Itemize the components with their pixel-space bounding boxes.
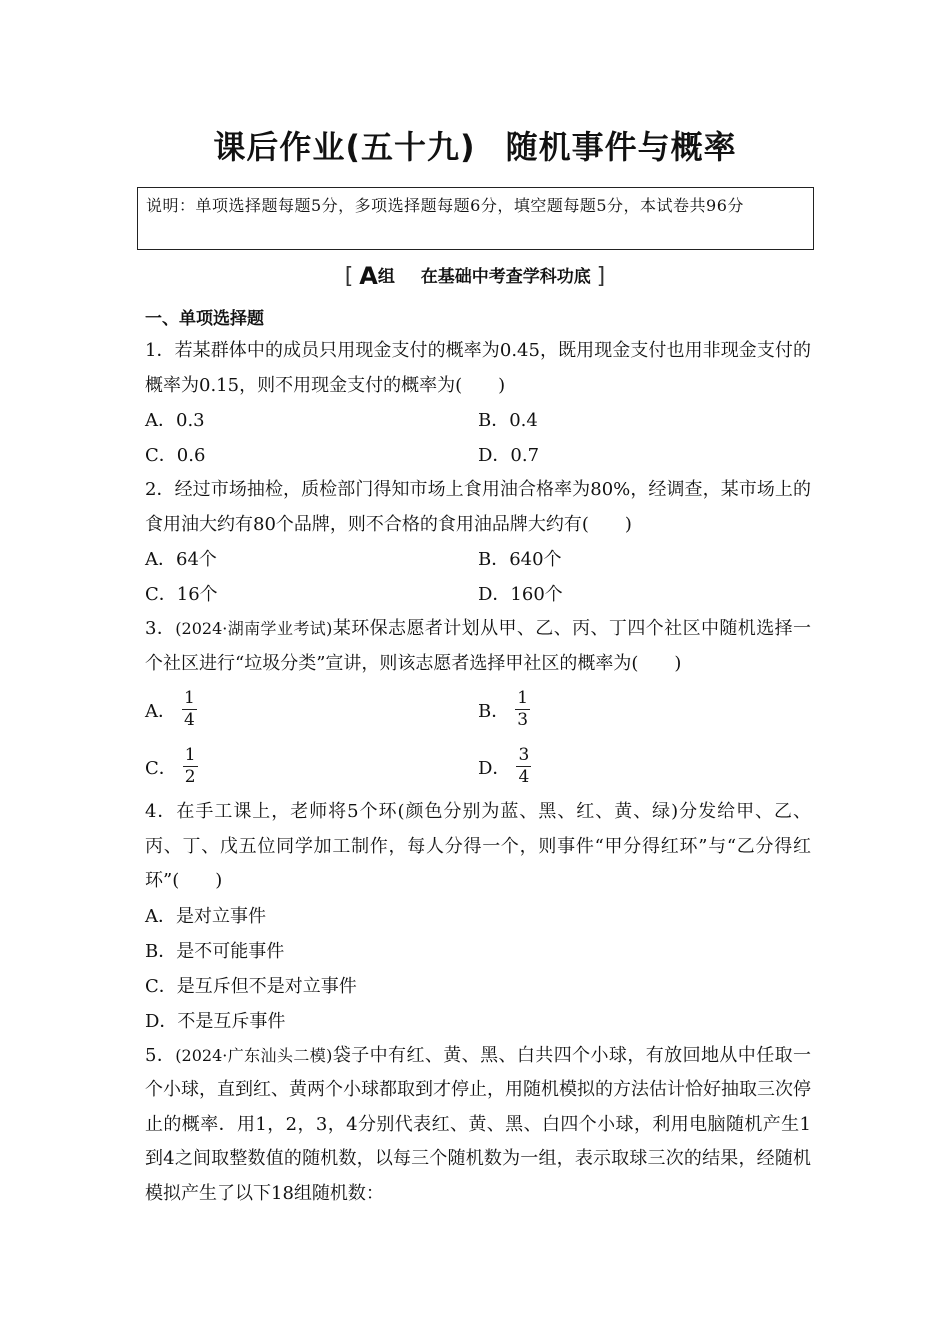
title-part1: 课后作业(五十九) [213, 128, 476, 166]
q4-option-c: C．是互斥但不是对立事件 [145, 975, 357, 997]
question-5 [145, 1039, 811, 1212]
q3-number: 3． [145, 618, 176, 639]
question-2: 2．经过市场抽检，质检部门得知市场上食用油合格率为80%，经调查，某市场上的食用油大约有80个品牌，则不合格的食用油品牌大约有( ) [145, 479, 811, 535]
title-part2: 随机事件与概率 [505, 128, 737, 166]
left-bracket: [ [344, 264, 354, 289]
group-heading-text: 在基础中考查学科功底 [420, 267, 591, 287]
question-1: 1．若某群体中的成员只用现金支付的概率为0.45，既用现金支付也用非现金支付的概率为0.15，则不用现金支付的概率为( ) [145, 340, 811, 396]
question-3-options [145, 681, 811, 738]
fraction [182, 688, 197, 731]
q1-option-c: C．0.6 [145, 445, 206, 466]
q5-text: 袋子中有红、黄、黑、白共四个小球，有放回地从中任取一个小球，直到红、黄两个小球都取到才停止，用随机模拟的方法估计恰好抽取三次停止的概率．用1，2，3，4分别代表红、黄、黑、白四个小球，利用电脑随机产生1到4之间取整数值的随机数，以每三个随机数为一组，表示取球三次的结果，经随机模拟产生了以下18组随机数： [145, 1044, 812, 1204]
q5-source: (2024·广东汕头二模) [175, 1045, 333, 1065]
question-4: 4．在手工课上，老师将5个环(颜色分别为蓝、黑、红、黄、绿)分发给甲、乙、丙、丁、戊五位同学加工制作，每人分得一个，则事件“甲分得红环”与“乙分得红环”( ) [145, 801, 811, 891]
q4-option-b: B．是不可能事件 [145, 940, 285, 962]
group-letter: A [359, 262, 378, 290]
q2-option-b: B．640个 [478, 549, 562, 570]
denominator: 3 [517, 710, 529, 730]
q4-option-d: D．不是互斥事件 [145, 1010, 286, 1032]
q3-source: (2024·湖南学业考试) [175, 619, 333, 638]
group-heading [0, 262, 950, 290]
numerator: 3 [518, 745, 530, 765]
q3-option-b [478, 688, 811, 731]
q3-option-b-label: B． [478, 700, 510, 722]
q1-option-d: D．0.7 [478, 445, 540, 466]
fraction [183, 745, 198, 788]
denominator: 4 [518, 767, 530, 787]
q1-option-a: A．0.3 [145, 410, 205, 431]
instructions-box: 说明：单项选择题每题5分，多项选择题每题6分，填空题每题5分，本试卷共96分 [137, 187, 814, 250]
q3-option-d-label: D． [478, 757, 511, 779]
q3-option-c-label: C． [145, 757, 177, 779]
q3-option-d [478, 745, 811, 788]
q3-option-a [145, 688, 478, 731]
right-bracket: ] [596, 264, 606, 289]
numerator: 1 [184, 688, 195, 708]
q3-text: 某环保志愿者计划从甲、乙、丙、丁四个社区中随机选择一个社区进行“垃圾分类”宣讲，则该志愿者选择甲社区的概率为( ) [145, 618, 812, 674]
group-label: 组 [377, 267, 395, 287]
question-1-options-2 [145, 438, 811, 473]
q3-option-c [145, 745, 478, 788]
fraction [516, 745, 531, 788]
numerator: 1 [517, 688, 529, 708]
q5-number: 5． [145, 1044, 176, 1066]
q1-option-b: B．0.4 [478, 410, 538, 431]
q2-option-a: A．64个 [145, 549, 217, 570]
section-title: 一、单项选择题 [145, 309, 264, 329]
question-3 [145, 612, 811, 681]
q4-option-a: A．是对立事件 [145, 905, 266, 927]
q2-option-d: D．160个 [478, 584, 563, 605]
q3-option-a-label: A． [145, 700, 176, 722]
numerator: 1 [184, 745, 196, 765]
question-1-options [145, 403, 811, 438]
page-title [0, 122, 950, 168]
fraction [515, 688, 530, 731]
denominator: 2 [184, 767, 196, 787]
denominator: 4 [184, 710, 195, 730]
questions [145, 334, 811, 1211]
q2-option-c: C．16个 [145, 584, 218, 605]
question-3-options-2 [145, 738, 811, 795]
question-2-options [145, 542, 811, 577]
question-2-options-2 [145, 577, 811, 612]
